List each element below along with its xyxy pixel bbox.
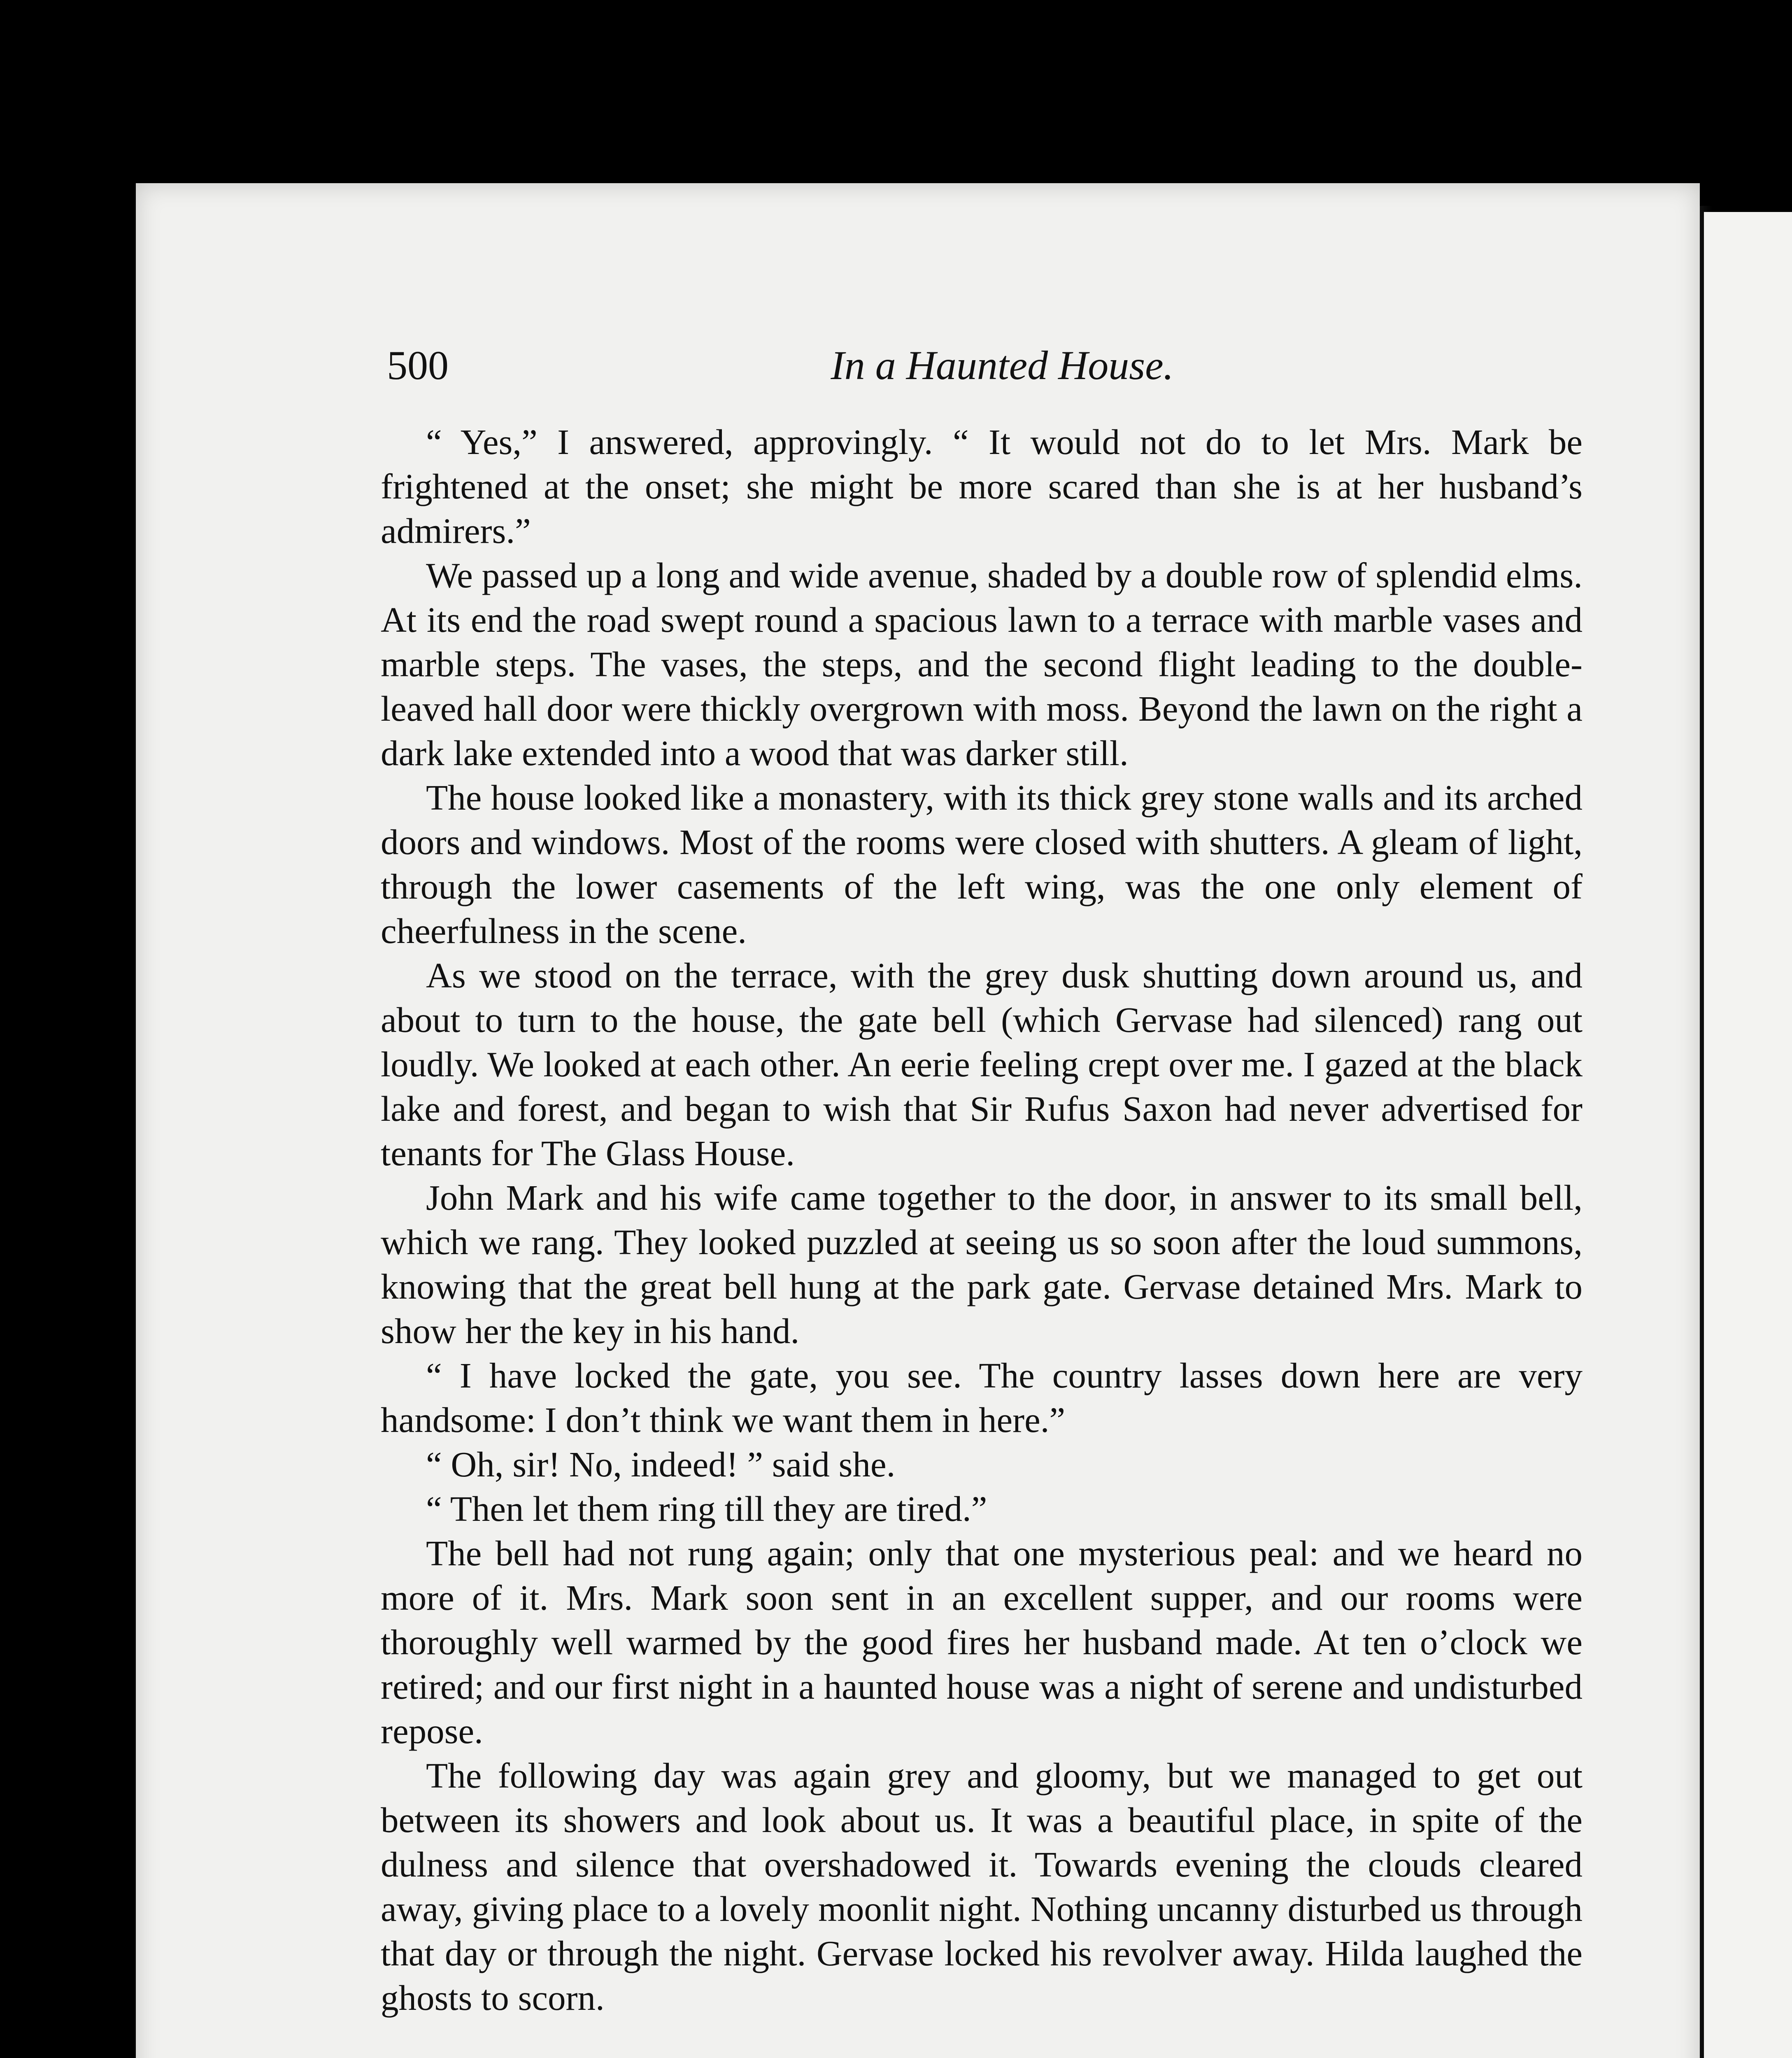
paragraph: As we stood on the terrace, with the grey dusk shutting down around us, and about to turn to the house, the gate bell (which Gervase had silenced) rang out loudly. We looked at each other. An eerie feeling crept over me. I gazed at the black lake and forest, and began to wish that Sir Rufus Saxon had never advertised for tenants for The Glass House. [381,955,1583,1173]
paragraph: “ Oh, sir! No, indeed! ” said she. [426,1444,896,1484]
body-text [381,420,1583,2058]
paragraph: The house looked like a monastery, with its thick grey stone walls and its arched doors and windows. Most of the rooms were closed with shutters. A gleam of light, through the lower casements of the left wing, was the one only element of cheerfulness in the scene. [381,778,1583,951]
section-break [381,2020,1583,2058]
facing-page-strip [1704,212,1792,2058]
paragraph: The bell had not rung again; only that one mysterious peal: and we heard no more of it. Mrs. Mark soon sent in an excellent supper, and our rooms were thoroughly well warmed by the good fires her husband made. At ten o’clock we retired; and our first night in a haunted house was a night of serene and undisturbed repose. [381,1533,1583,1751]
paragraph: “ I have locked the gate, you see. The country lasses down here are very handsome: I don’t think we want them in here.” [381,1355,1583,1440]
page-number: 500 [387,342,449,388]
running-title: In a Haunted House. [831,342,1174,388]
paragraph: John Mark and his wife came together to the door, in answer to its small bell, which we rang. They looked puzzled at seeing us so soon after the loud summons, knowing that the great bell hung at the park gate. Gervase detained Mrs. Mark to show her the key in his hand. [381,1178,1583,1351]
paragraph: We passed up a long and wide avenue, shaded by a double row of splendid elms. At its end the road swept round a spacious lawn to a terrace with marble vases and marble steps. The vases, the steps, and the second flight leading to the double-leaved hall door were thickly overgrown with moss. Beyond the lawn on the right a dark lake extended into a wood that was darker still. [381,555,1583,773]
paragraph: The following day was again grey and gloomy, but we managed to get out between its showers and look about us. It was a beautiful place, in spite of the dulness and silence that overshadowed it. Towards evening the clouds cleared away, giving place to a lovely moonlit night. Nothing uncanny disturbed us through that day or through the night. Gervase locked his revolver away. Hilda laughed the ghosts to scorn. [381,1755,1583,2018]
paragraph: “ Then let them ring till they are tired.” [426,1489,987,1529]
paragraph: “ Yes,” I answered, approvingly. “ It would not do to let Mrs. Mark be frightened at the onset; she might be more scared than she is at her husband’s admirers.” [381,422,1583,551]
page-header [387,342,1617,403]
